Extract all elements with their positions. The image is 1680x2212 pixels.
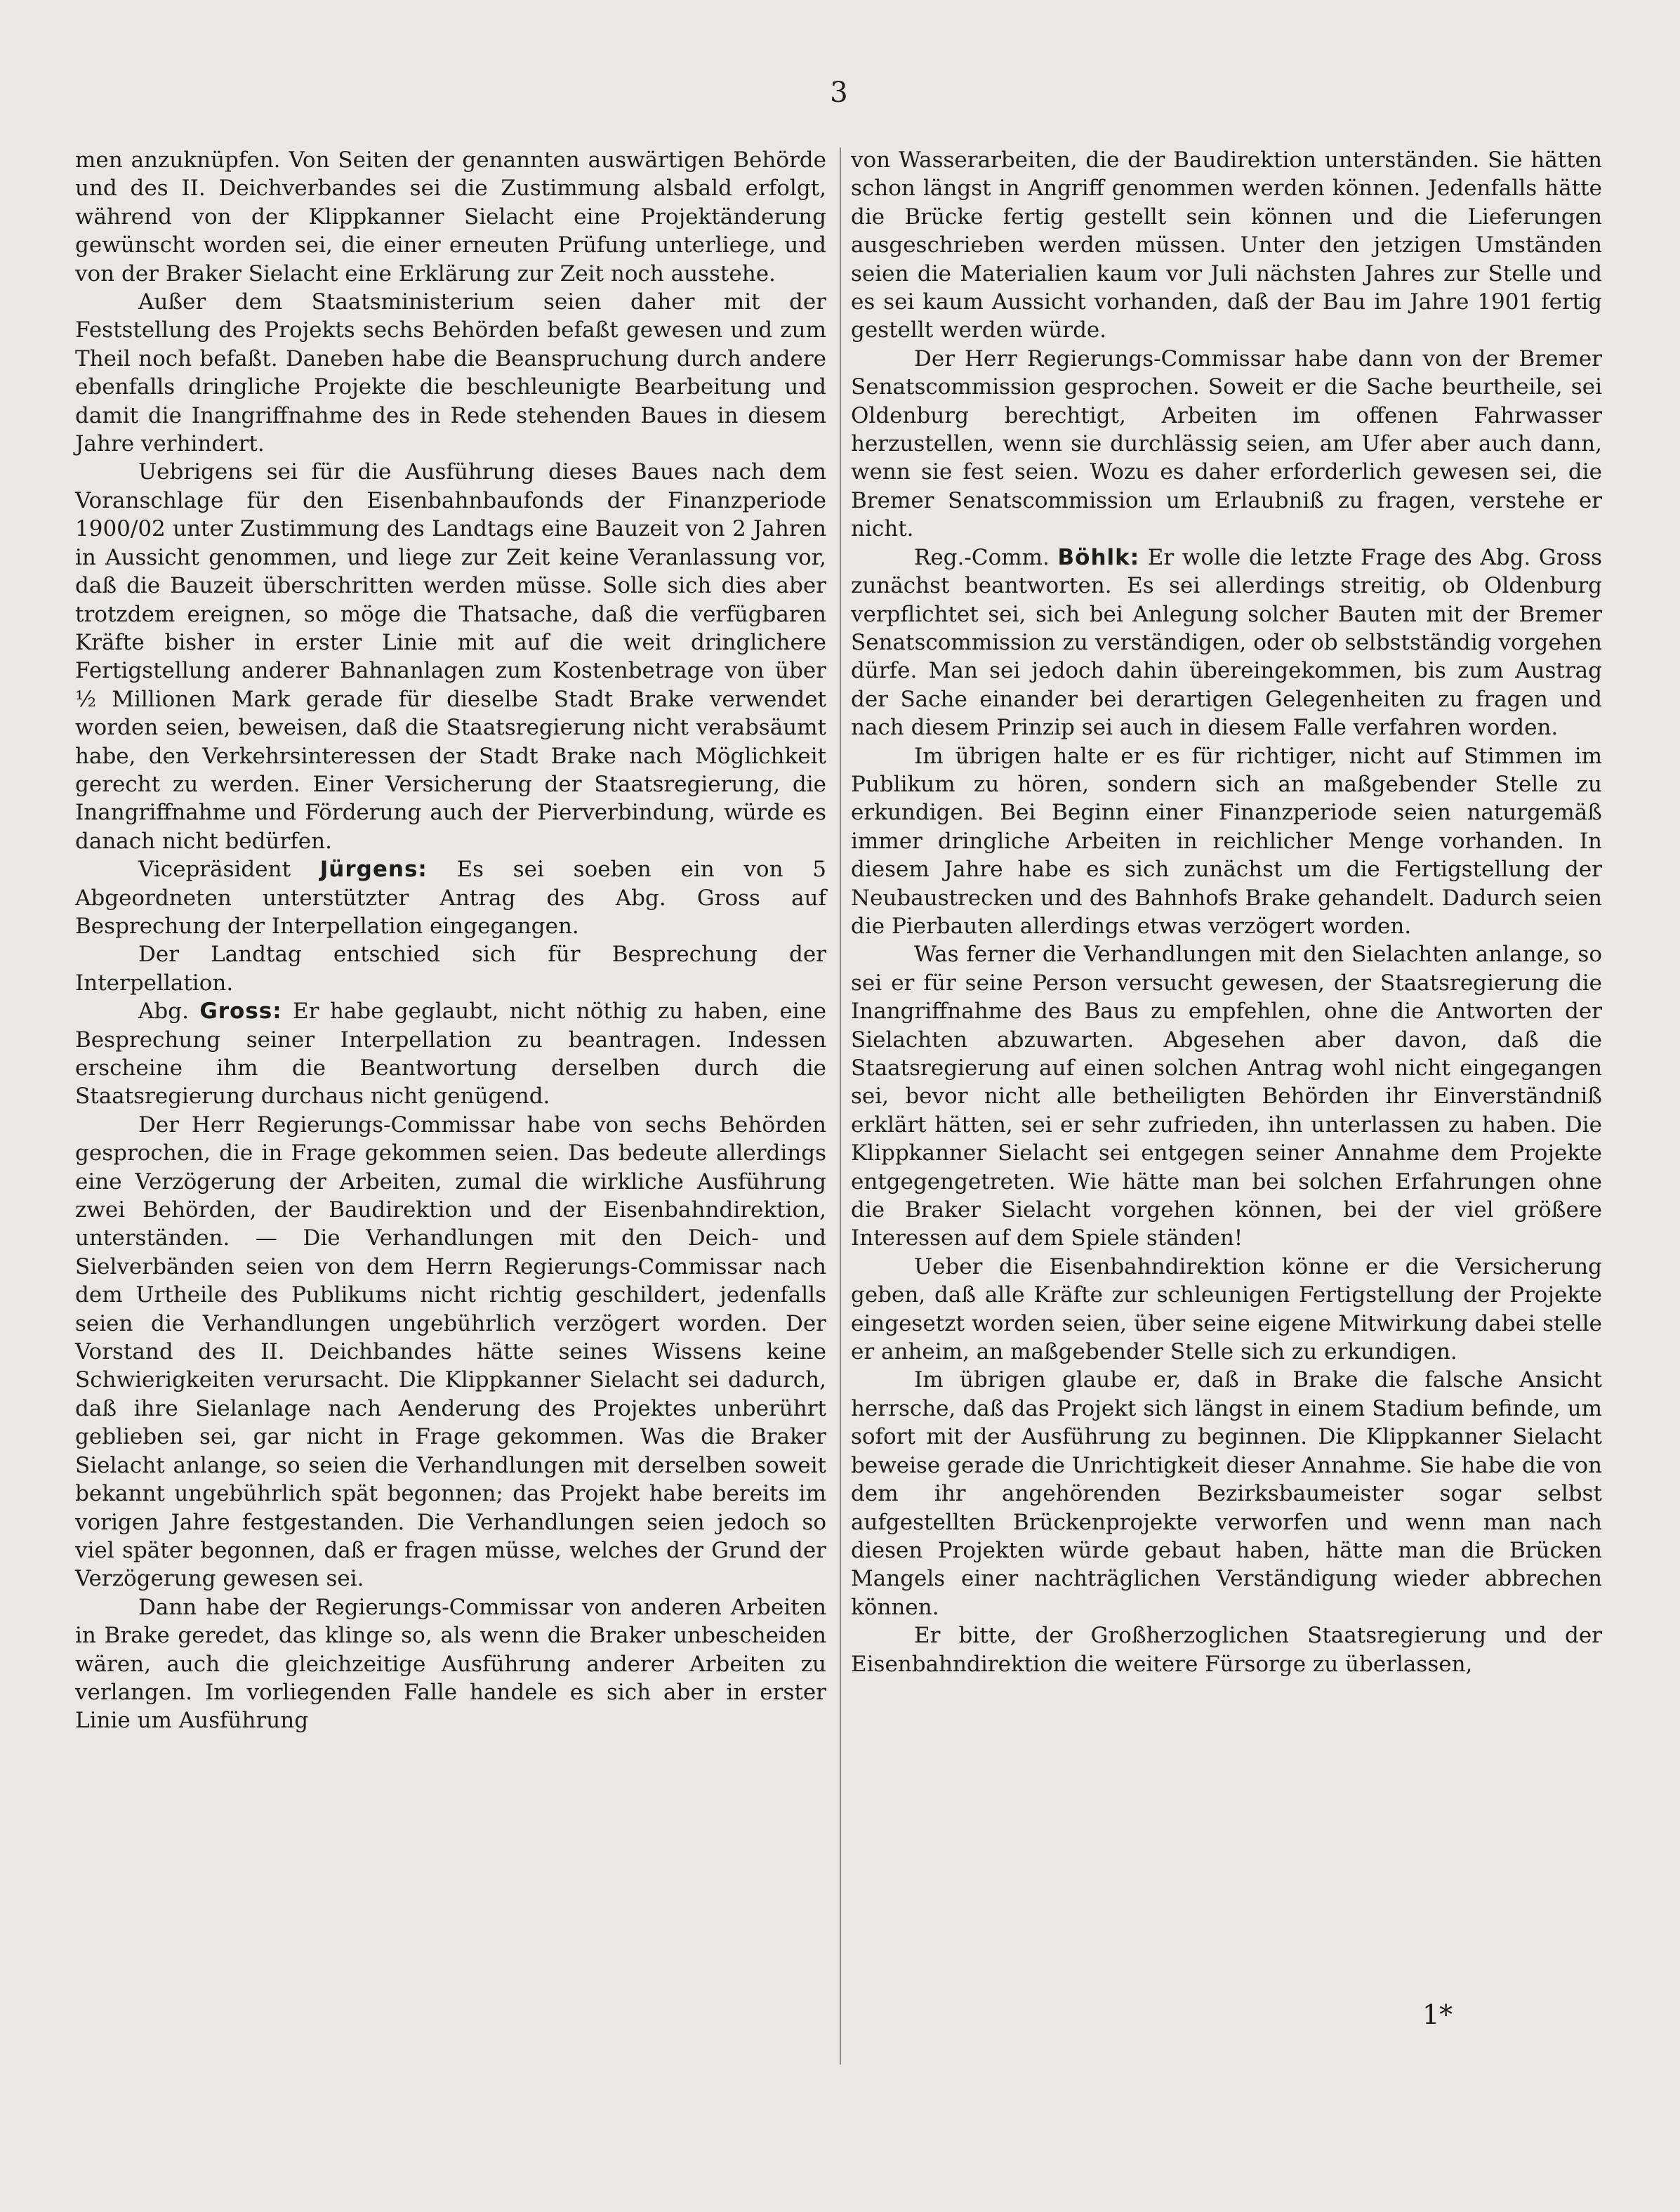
speaker-title: Abg.: [138, 999, 189, 1025]
paragraph: Er bitte, der Großherzoglichen Staatsregierung und der Eisenbahndirektion die weitere Fürsorge zu überlassen,: [851, 1623, 1602, 1677]
sheet-signature: 1*: [1422, 1999, 1453, 2030]
speaker-title: Vicepräsident: [138, 857, 291, 883]
speech-text: Er wolle die letzte Frage des Abg. Gross zunächst beantworten. Es sei allerdings streitig, ob Oldenburg verpflichtet sei, sich bei Anlegung solcher Bauten mit der Bremer Senatscommission zu verständigen, oder ob selbstständig vorgehen dürfe. Man sei jedoch dahin übereingekommen, bis zum Austrag der Sache einander bei derartigen Gelegenheiten zu fragen und nach diesem Prinzip sei auch in diesem Falle verfahren worden.: [851, 544, 1602, 741]
left-column: [75, 146, 826, 1735]
speaker-name: Böhlk:: [1057, 544, 1140, 570]
speaker-title: Reg.-Comm.: [914, 544, 1050, 570]
paragraph: Was ferner die Verhandlungen mit den Sielachten anlange, so sei er für seine Person versucht gewesen, der Staatsregierung die Inangriffnahme des Baus zu empfehlen, ohne die Antworten der Sielachten abzuwarten. Abgesehen aber davon, daß die Staatsregierung auf einen solchen Antrag wohl nicht eingegangen sei, bevor nicht alle betheiligten Behörden ihr Einverständniß erklärt hätten, sei er sehr zufrieden, ihn unterlassen zu haben. Die Klippkanner Sielacht sei entgegen seiner Annahme dem Projekte entgegengetreten. Wie hätte man bei solchen Erfahrungen ohne die Braker Sielacht vorgehen können, bei der viel größere Interessen auf dem Spiele ständen!: [851, 942, 1602, 1251]
paragraph: Der Landtag entschied sich für Besprechung der Interpellation.: [75, 942, 826, 996]
speech-text: Er habe geglaubt, nicht nöthig zu haben, eine Besprechung seiner Interpellation zu beantragen. Indessen erscheine ihm die Beantwortung derselben durch die Staatsregierung durchaus nicht genügend.: [75, 999, 827, 1110]
paragraph: Dann habe der Regierungs-Commissar von anderen Arbeiten in Brake geredet, das klinge so, als wenn die Braker unbescheiden wären, auch die gleichzeitige Ausführung anderer Arbeiten zu verlangen. Im vorliegenden Falle handele es sich aber in erster Linie um Ausführung: [75, 1594, 826, 1734]
speaker-paragraph: [75, 997, 826, 1111]
column-divider: [840, 147, 841, 2065]
speaker-paragraph: [75, 855, 826, 940]
speaker-paragraph: [851, 544, 1602, 742]
paragraph: Uebrigens sei für die Ausführung dieses Baues nach dem Voranschlage für den Eisenbahnbaufonds der Finanzperiode 1900/02 unter Zustimmung des Landtags eine Bauzeit von 2 Jahren in Aussicht genommen, und liege zur Zeit keine Veranlassung vor, daß die Bauzeit überschritten werden müsse. Solle sich dies aber trotzdem ereignen, so möge die Thatsache, daß die verfügbaren Kräfte bisher in erster Linie mit auf die weit dringlichere Fertigstellung anderer Bahnanlagen zum Kostenbetrage von über ½ Millionen Mark gerade für dieselbe Stadt Brake verwendet worden seien, beweisen, daß die Staatsregierung nicht verabsäumt habe, den Verkehrsinteressen der Stadt Brake nach Möglichkeit gerecht zu werden. Einer Versicherung der Staatsregierung, die Inangriffnahme und Förderung auch der Pierverbindung, würde es danach nicht bedürfen.: [75, 459, 826, 854]
speaker-name: Jürgens:: [319, 857, 428, 883]
paragraph: Der Herr Regierungs-Commissar habe von sechs Behörden gesprochen, die in Frage gekommen seien. Das bedeute allerdings eine Verzögerung der Arbeiten, zumal die wirkliche Ausführung zwei Behörden, der Baudirektion und der Eisenbahndirektion, unterständen. — Die Verhandlungen mit den Deich- und Sielverbänden seien von dem Herrn Regierungs-Commissar nach dem Urtheile des Publikums nicht richtig geschildert, jedenfalls seien die Verhandlungen ungebührlich verzögert worden. Der Vorstand des II. Deichbandes hätte seines Wissens keine Schwierigkeiten verursacht. Die Klippkanner Sielacht sei dadurch, daß ihre Sielanlage nach Aenderung des Projektes unberührt geblieben sei, gar nicht in Frage gekommen. Was die Braker Sielacht anlange, so seien die Verhandlungen mit derselben soweit bekannt ungebührlich spät begonnen; das Projekt habe bereits im vorigen Jahre festgestanden. Die Verhandlungen seien jedoch so viel später begonnen, daß er fragen müsse, welches der Grund der Verzögerung gewesen sei.: [75, 1112, 826, 1592]
paragraph: Außer dem Staatsministerium seien daher mit der Feststellung des Projekts sechs Behörden befaßt gewesen und zum Theil noch befaßt. Daneben habe die Beanspruchung durch andere ebenfalls dringliche Projekte die beschleunigte Bearbeitung und damit die Inangriffnahme des in Rede stehenden Baues in diesem Jahre verhindert.: [75, 289, 826, 457]
paragraph: Der Herr Regierungs-Commissar habe dann von der Bremer Senatscommission gesprochen. Soweit er die Sache beurtheile, sei Oldenburg berechtigt, Arbeiten im offenen Fahrwasser herzustellen, wenn sie durchlässig seien, am Ufer aber auch dann, wenn sie fest seien. Wozu es daher erforderlich gewesen sei, die Bremer Senatscommission um Erlaubniß zu fragen, verstehe er nicht.: [851, 345, 1602, 542]
right-column: [851, 146, 1602, 1678]
paragraph: men anzuknüpfen. Von Seiten der genannten auswärtigen Behörde und des II. Deichverbandes sei die Zustimmung alsbald erfolgt, während von der Klippkanner Sielacht eine Projektänderung gewünscht worden sei, die einer erneuten Prüfung unterliege, und von der Braker Sielacht eine Erklärung zur Zeit noch ausstehe.: [75, 147, 826, 287]
paragraph: von Wasserarbeiten, die der Baudirektion unterständen. Sie hätten schon längst in Angriff genommen werden können. Jedenfalls hätte die Brücke fertig gestellt sein können und die Lieferungen ausgeschrieben werden müssen. Unter den jetzigen Umständen seien die Materialien kaum vor Juli nächsten Jahres zur Stelle und es sei kaum Aussicht vorhanden, daß der Bau im Jahre 1901 fertig gestellt werden würde.: [851, 147, 1602, 343]
paragraph: Im übrigen glaube er, daß in Brake die falsche Ansicht herrsche, daß das Projekt sich längst in einem Stadium befinde, um sofort mit der Ausführung zu beginnen. Die Klippkanner Sielacht beweise gerade die Unrichtigkeit dieser Annahme. Sie habe die von dem ihr angehörenden Bezirksbaumeister sogar selbst aufgestellten Brückenprojekte verworfen und wenn man nach diesen Projekten würde gebaut haben, hätte man die Brücken Mangels einer nachträglichen Verständigung wieder abbrechen können.: [851, 1367, 1602, 1620]
page-number: 3: [830, 77, 848, 109]
paragraph: Ueber die Eisenbahndirektion könne er die Versicherung geben, daß alle Kräfte zur schleunigen Fertigstellung der Projekte eingesetzt worden seien, über seine eigene Mitwirkung dabei stelle er anheim, an maßgebender Stelle sich zu erkundigen.: [851, 1253, 1602, 1365]
paragraph: Im übrigen halte er es für richtiger, nicht auf Stimmen im Publikum zu hören, sondern sich an maßgebender Stelle zu erkundigen. Bei Beginn einer Finanzperiode seien naturgemäß immer dringliche Arbeiten in reichlicher Menge vorhanden. In diesem Jahre habe es sich zunächst um die Fertigstellung der Neubaustrecken und des Bahnhofs Brake gehandelt. Dadurch seien die Pierbauten allerdings etwas verzögert worden.: [851, 743, 1602, 939]
speech-text: Es sei soeben ein von 5 Abgeordneten unterstützter Antrag des Abg. Gross auf Besprechung der Interpellation eingegangen.: [75, 857, 826, 939]
speaker-name: Gross:: [199, 999, 282, 1025]
